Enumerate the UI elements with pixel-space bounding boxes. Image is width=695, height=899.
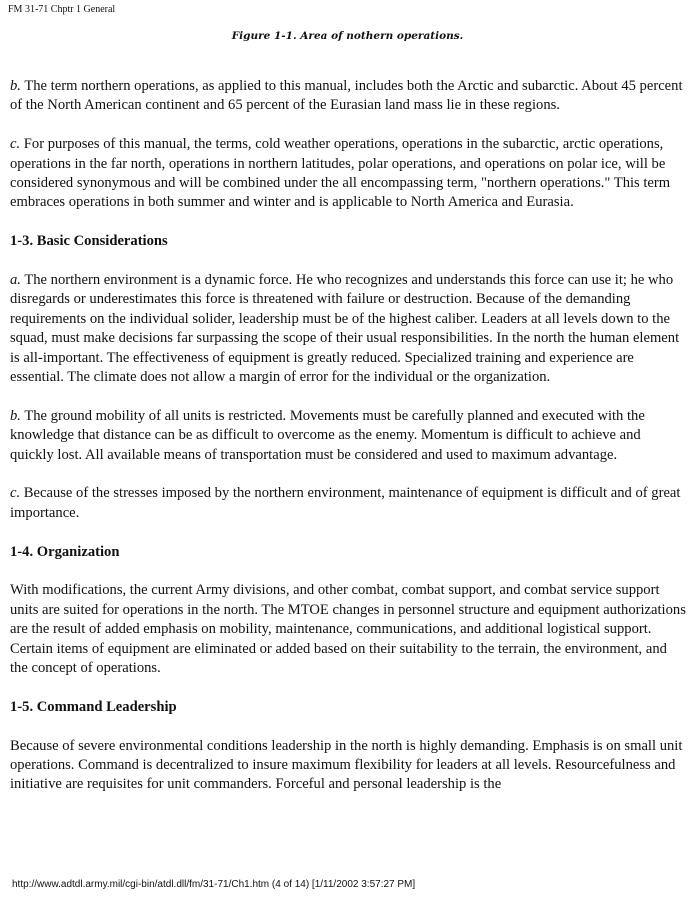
figure-caption: Figure 1-1. Area of nothern operations. (231, 30, 464, 42)
paragraph-b-mobility (10, 407, 686, 465)
page-header: FM 31-71 Chptr 1 General (8, 4, 116, 15)
paragraph-text: The term northern operations, as applied to this manual, includes both the Arctic and subarctic. About 45 percent of the North American continent and 65 percent of the Eurasian land mass lie in these regions. (10, 78, 683, 114)
paragraph-b-definition (10, 77, 686, 116)
paragraph-text: The northern environment is a dynamic force. He who recognizes and understands this force can use it; he who disregards or underestimates this force is threatened with failure or destruction. Because of the demanding requirements on the individual solider, leadership must be of the highest caliber. Leaders at all levels down to the squad, must make decisions far surpassing the scope of their usual responsibilities. In the north the human element is all-important. The effectiveness of equipment is greatly reduced. Specialized training and experience are essential. The climate does not allow a margin of error for the individual or the organization. (10, 272, 680, 386)
paragraph-text: For purposes of this manual, the terms, cold weather operations, operations in the subarctic, arctic operations, operations in the far north, operations in northern latitudes, polar operations, and operations on polar ice, will be considered synonymous and will be combined under the all encompassing term, "northern operations." This term embraces operations in both summer and winter and is applicable to North America and Eurasia. (10, 136, 671, 211)
section-heading-command-leadership: 1-5. Command Leadership (10, 698, 177, 715)
paragraph-c-terms (10, 135, 686, 213)
paragraph-text: The ground mobility of all units is restricted. Movements must be carefully planned and executed with the knowledge that distance can be as difficult to overcome as the enemy. Momentum is difficult to achieve and quickly lost. All available means of transportation must be considered and used to maximum advantage. (10, 407, 645, 463)
paragraph-marker: b. (10, 78, 21, 94)
document-body (10, 77, 686, 814)
paragraph-marker: b. (10, 407, 21, 424)
section-heading-basic-considerations: 1-3. Basic Considerations (10, 233, 168, 250)
section-heading-organization: 1-4. Organization (10, 543, 120, 560)
paragraph-text: Because of the stresses imposed by the northern environment, maintenance of equipment is difficult and of great importance. (10, 485, 681, 521)
paragraph-marker: c. (10, 136, 21, 153)
paragraph-marker: a. (10, 272, 21, 289)
paragraph-organization: With modifications, the current Army divisions, and other combat, combat support, and combat service support units are suited for operations in the north. The MTOE changes in personnel structure and equipment authorizations are the result of added emphasis on mobility, maintenance, communications, and additional logistical support. Certain items of equipment are eliminated or added based on their suitability to the terrain, the environment, and the concept of operations. (10, 582, 686, 677)
paragraph-marker: c. (10, 485, 21, 502)
paragraph-command-leadership: Because of severe environmental conditions leadership in the north is highly demanding. Emphasis is on small unit operations. Command is decentralized to insure maximum flexibility for leaders at all levels. Resourcefulness and initiative are requisites for unit commanders. Forceful and personal leadership is the (10, 737, 683, 793)
paragraph-c-maintenance (10, 484, 686, 523)
paragraph-a-environment (10, 271, 686, 387)
page-footer-url: http://www.adtdl.army.mil/cgi-bin/atdl.dll/fm/31-71/Ch1.htm (4 of 14) [1/11/2002 3:57:27 PM] (12, 879, 416, 890)
